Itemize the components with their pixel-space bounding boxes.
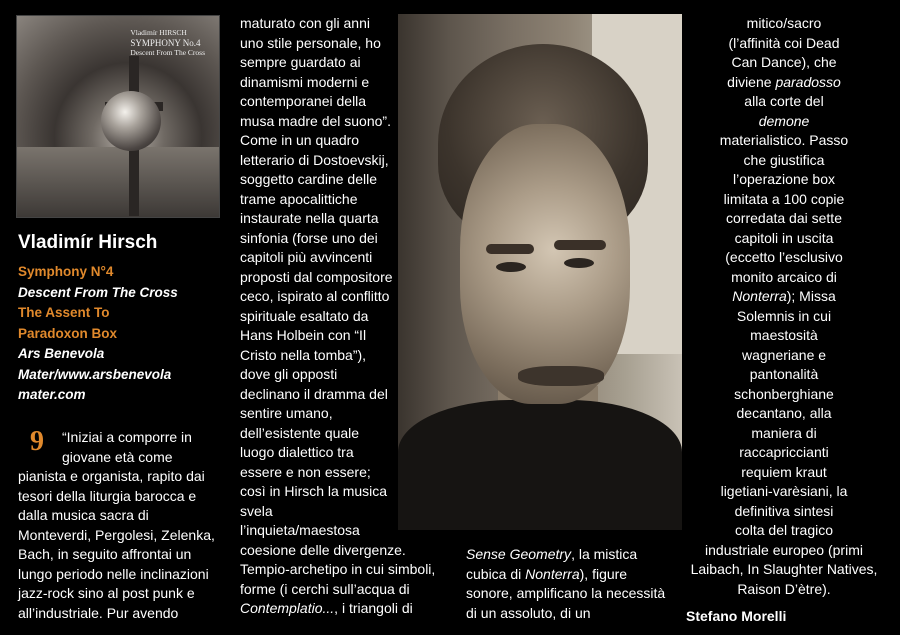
text-line: forme (i cerchi sull’acqua di — [240, 580, 410, 597]
text-line: definitiva sintesi — [734, 502, 834, 519]
rating-score: 9 — [30, 426, 44, 457]
cover-sphere — [101, 91, 161, 151]
text-line: Laibach, In Slaughter Natives, — [690, 561, 878, 577]
text-line: (eccetto l’esclusivo — [725, 249, 843, 265]
text-line: dell’esistente quale — [240, 424, 360, 441]
photo-brow-left — [486, 244, 534, 254]
text-column-1-top — [62, 428, 192, 467]
text-line: Sense Geometry, la mistica — [466, 546, 638, 562]
label-url-1: Mater/www.arsbenevola — [18, 366, 172, 382]
text-line: (l’affinità coi Dead — [728, 34, 840, 51]
box-title-2: Paradoxon Box — [18, 325, 118, 341]
text-line: maturato con gli anni — [240, 15, 370, 31]
release-subtitle: Descent From The Cross — [18, 284, 178, 300]
text-line: lungo periodo nelle inclinazioni — [18, 565, 209, 582]
text-line: tesori della liturgia barocca e — [18, 487, 197, 504]
text-line: alla corte del — [744, 93, 824, 109]
album-cover — [16, 15, 220, 218]
photo-shirt — [398, 400, 682, 530]
photo-face — [460, 124, 630, 404]
text-line: sempre guardato ai — [240, 54, 361, 70]
text-line: contemporanei della — [240, 93, 367, 109]
text-line: Tempio-archetipo in cui simboli, — [240, 561, 436, 577]
text-line: declinano il dramma del — [240, 385, 388, 402]
text-line: sentire umano, — [240, 405, 333, 421]
text-line: capitoli più avvincenti — [240, 249, 373, 265]
text-line: Monteverdi, Pergolesi, Zelenka, — [18, 526, 215, 543]
text-line: musa madre del suono”. — [240, 112, 391, 129]
text-line: uno stile personale, ho — [240, 34, 381, 51]
text-line: luogo dialettico tra — [240, 444, 354, 460]
text-line: così in Hirsch la musica — [240, 483, 388, 499]
text-line: dove gli opposti — [240, 366, 338, 382]
author-signature: Stefano Morelli — [686, 608, 787, 624]
text-line: ligetiani-varèsiani, la — [720, 483, 848, 499]
text-line: di un assoluto, di un — [466, 604, 591, 621]
text-line: mitico/sacro — [746, 15, 822, 31]
text-line: diviene paradosso — [727, 73, 841, 90]
text-column-3 — [466, 545, 665, 623]
text-line: che giustifica — [743, 151, 825, 168]
cover-artist: Vladimír HIRSCH — [130, 28, 187, 37]
text-line: cubica di Nonterra), figure — [466, 565, 628, 582]
text-line: raccapriccianti — [739, 444, 829, 460]
text-line: pianista e organista, rapito dai — [18, 468, 205, 484]
text-line: svela — [240, 502, 273, 519]
cover-ground — [17, 147, 219, 217]
text-line: limitata a 100 copie — [723, 190, 845, 207]
text-line: essere e non essere; — [240, 463, 371, 480]
text-line: pantonalità — [749, 366, 819, 382]
text-line: Solemnis in cui — [736, 307, 832, 324]
cover-subtitle: Descent From The Cross — [130, 48, 205, 57]
label-url-2: mater.com — [18, 387, 86, 402]
text-line: schonberghiane — [734, 385, 834, 402]
text-line: spirituale esaltato da — [240, 307, 369, 324]
text-line: soggetto cardine delle — [240, 171, 377, 187]
text-line: ceco, ispirato al conflitto — [240, 288, 390, 304]
text-line: l’inquieta/maestosa — [240, 522, 360, 538]
text-column-1 — [18, 467, 215, 623]
text-line: instaurate nella quarta — [240, 210, 379, 226]
text-line: Cristo nella tomba”), — [240, 346, 367, 363]
text-line: materialistico. Passo — [719, 132, 849, 148]
label-name: Ars Benevola — [18, 346, 105, 361]
text-line: dinamismi moderni e — [240, 73, 370, 90]
artist-photo — [398, 14, 682, 530]
text-line: Hans Holbein con “Il — [240, 327, 367, 343]
text-line: sonore, amplificano la necessità — [466, 585, 666, 601]
text-line: corredata dai sette — [726, 210, 842, 226]
text-line: letterario di Dostoevskij, — [240, 151, 389, 168]
text-line: maestosità — [750, 327, 818, 343]
text-line: colta del tragico — [734, 522, 834, 538]
text-line: dalla musica sacra di — [18, 507, 149, 523]
cover-text — [130, 28, 205, 58]
text-line: Raison D’ètre). — [737, 580, 831, 597]
photo-eye-right — [564, 258, 594, 268]
photo-moustache — [518, 366, 604, 386]
text-line: demone — [758, 112, 810, 129]
text-line: l’operazione box — [733, 171, 835, 187]
text-line: capitoli in uscita — [734, 229, 834, 246]
text-line: industriale europeo (primi — [705, 541, 863, 558]
text-line: giovane età come — [62, 448, 173, 465]
text-line: trame apocalittiche — [240, 190, 358, 207]
release-info — [18, 262, 230, 406]
text-line: maniera di — [751, 424, 817, 441]
text-line: Nonterra); Missa — [732, 288, 836, 304]
text-line: Bach, in seguito affrontai un — [18, 546, 192, 562]
text-line: requiem kraut — [741, 463, 827, 480]
release-title: Symphony N°4 — [18, 264, 114, 279]
cover-title: SYMPHONY No.4 — [130, 38, 201, 48]
text-line: wagneriane e — [741, 346, 827, 363]
text-line: Come in un quadro — [240, 132, 360, 148]
text-line: “Iniziai a comporre in — [62, 429, 192, 445]
text-line: Can Dance), che — [731, 54, 837, 70]
text-line: sinfonia (forse uno dei — [240, 229, 378, 246]
text-line: jazz-rock sino al post punk e — [18, 585, 195, 601]
text-line: all’industriale. Pur avendo — [18, 604, 179, 621]
text-line: Contemplatio..., i triangoli di — [240, 600, 413, 616]
text-column-4 — [686, 14, 882, 599]
artist-name: Vladimír Hirsch — [18, 232, 158, 253]
text-line: decantano, alla — [736, 405, 832, 421]
photo-brow-right — [554, 240, 606, 250]
text-line: coesione delle divergenze. — [240, 541, 406, 558]
box-title-1: The Assent To — [18, 305, 110, 320]
text-line: proposti dal compositore — [240, 268, 393, 285]
photo-eye-left — [496, 262, 526, 272]
text-line: monito arcaico di — [731, 268, 837, 285]
